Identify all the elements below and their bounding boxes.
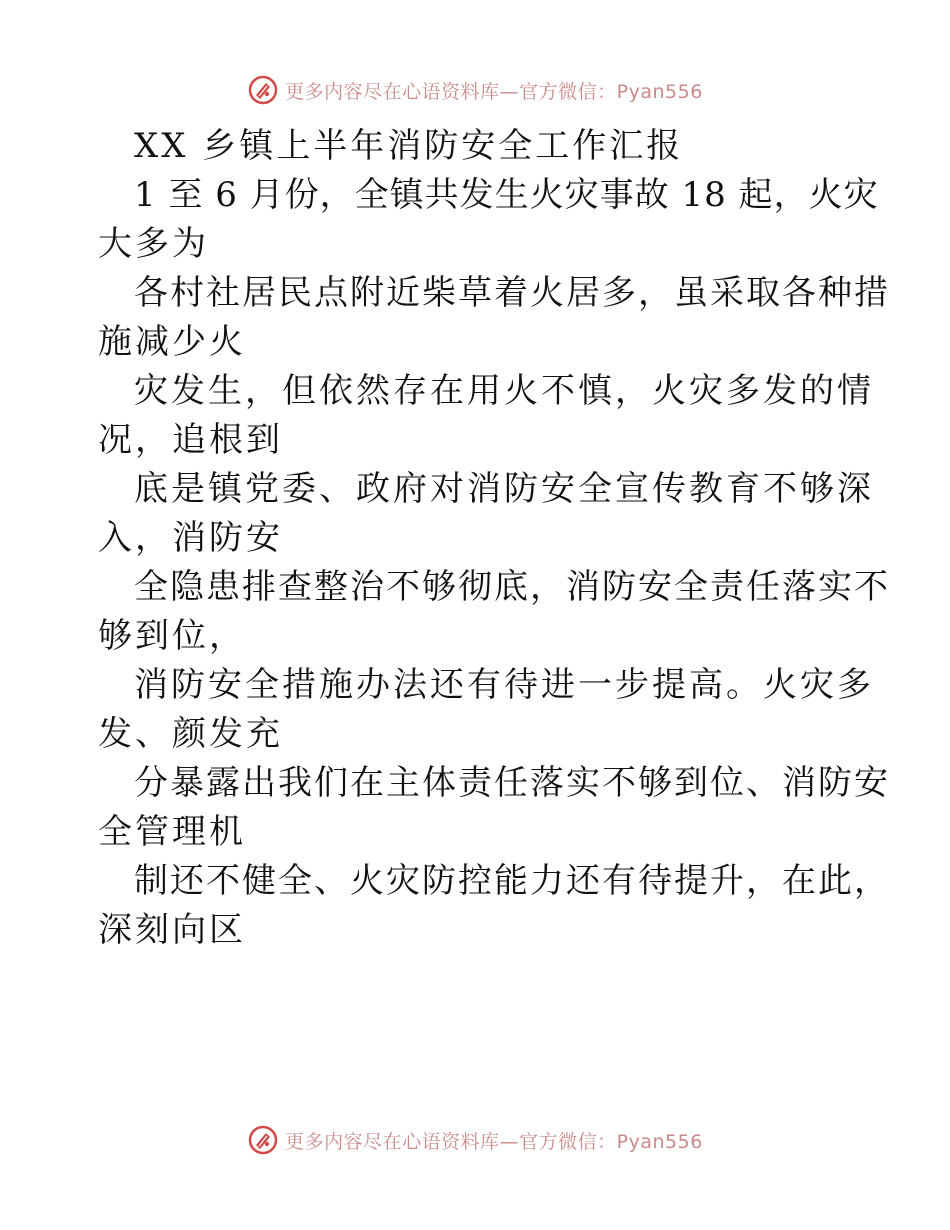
red-seal-pen-logo-icon [247, 1124, 279, 1156]
paragraph-line: 全管理机 [98, 812, 246, 852]
paragraph-line: 分暴露出我们在主体责任落实不够到位、消防安 [134, 763, 890, 803]
paragraph-line: 深刻向区 [98, 910, 246, 950]
paragraph-line: 全隐患排查整治不够彻底，消防安全责任落实不 [134, 567, 890, 607]
paragraph-line: 底是镇党委、政府对消防安全宣传教育不够深 [134, 469, 874, 509]
paragraph-line: 消防安全措施办法还有待进一步提高。火灾多 [134, 665, 874, 705]
footer-banner [0, 1120, 950, 1160]
red-seal-pen-logo-icon [247, 74, 279, 106]
paragraph-line: 况，追根到 [98, 420, 283, 460]
paragraph-line: 1 至 6 月份，全镇共发生火灾事故 18 起，火灾 [134, 175, 879, 215]
paragraph-line: 制还不健全、火灾防控能力还有待提升，在此， [134, 861, 890, 901]
document-title: XX 乡镇上半年消防安全工作汇报 [134, 126, 684, 166]
header-banner [0, 70, 950, 110]
paragraph-line: 入，消防安 [98, 518, 283, 558]
paragraph-line: 灾发生，但依然存在用火不慎，火灾多发的情 [134, 371, 874, 411]
paragraph-line: 够到位， [98, 616, 246, 656]
banner-text: 更多内容尽在心语资料库—官方微信：Pyan556 [285, 80, 703, 103]
banner-text: 更多内容尽在心语资料库—官方微信：Pyan556 [285, 1130, 703, 1153]
paragraph-line: 大多为 [98, 224, 209, 264]
paragraph-line: 发、颜发充 [98, 714, 283, 754]
paragraph-line: 施减少火 [98, 322, 246, 362]
document-body [98, 122, 890, 955]
paragraph-line: 各村社居民点附近柴草着火居多，虽采取各种措 [134, 273, 890, 313]
